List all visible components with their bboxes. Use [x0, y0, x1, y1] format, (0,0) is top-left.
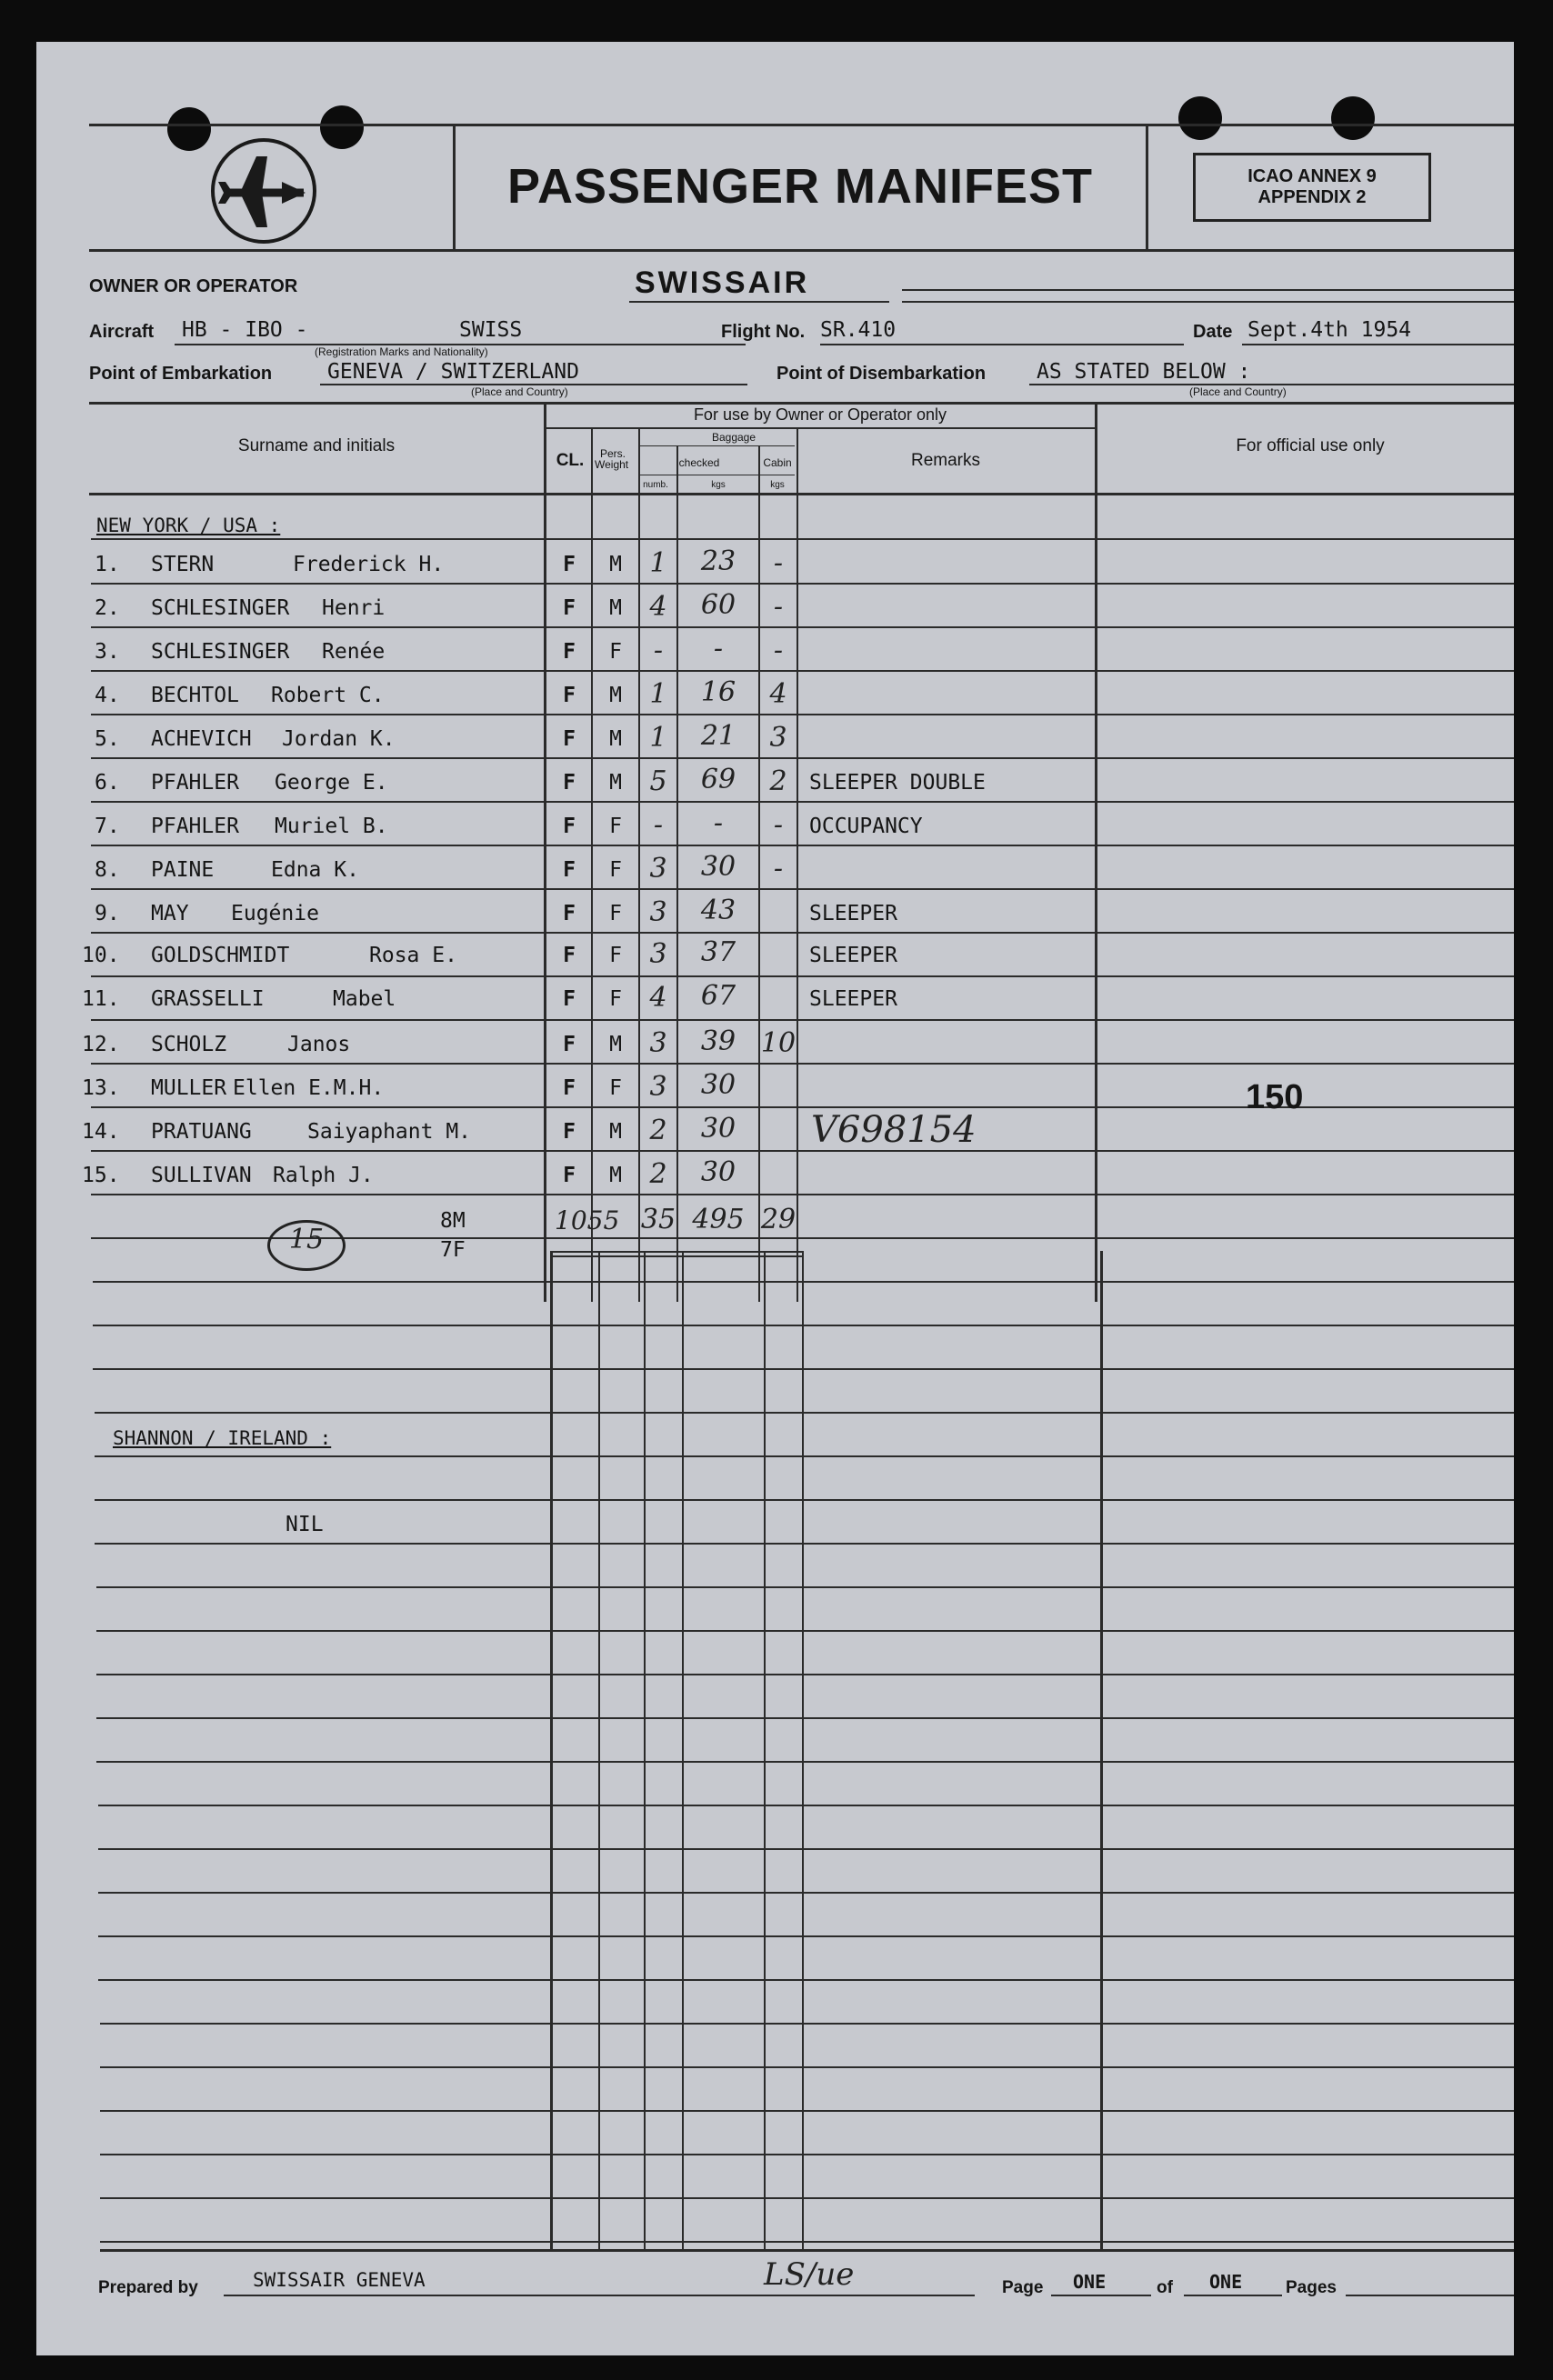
icao-box: [1193, 153, 1431, 222]
passenger-bags: -: [653, 635, 664, 666]
aircraft-registration: HB - IBO -: [182, 318, 308, 342]
passenger-kgs: 39: [700, 1025, 736, 1057]
passenger-cabin: 3: [769, 722, 787, 754]
passenger-surname: SCHOLZ: [151, 1033, 227, 1056]
passenger-kgs: 43: [700, 895, 736, 926]
passenger-sex: M: [609, 727, 622, 751]
passenger-no: 12.: [82, 1033, 120, 1056]
passenger-cabin: 2: [769, 765, 787, 797]
total-cabin: 29: [760, 1204, 797, 1235]
section-heading-new-york: NEW YORK / USA :: [96, 515, 281, 536]
passenger-surname: ACHEVICH: [151, 727, 252, 751]
total-count: 15: [288, 1224, 325, 1255]
passenger-bags: 4: [649, 982, 667, 1014]
passenger-row: [36, 676, 1514, 724]
col-cabin-kgs: kgs: [770, 480, 785, 490]
section-note-nil: NIL: [286, 1513, 324, 1536]
passenger-kgs: 37: [700, 936, 736, 968]
embarkation-label: Point of Embarkation: [89, 364, 273, 384]
col-weight: Weight: [595, 458, 629, 471]
passenger-remarks: SLEEPER: [809, 902, 897, 925]
passenger-class: F: [563, 1076, 576, 1100]
passenger-sex: M: [609, 553, 622, 576]
passenger-surname: MAY: [151, 902, 189, 925]
passenger-given: Frederick H.: [293, 553, 445, 576]
prepared-by-label: Prepared by: [98, 2278, 198, 2297]
embarkation-value: GENEVA / SWITZERLAND: [327, 360, 579, 384]
owner-label: OWNER OR OPERATOR: [89, 276, 298, 296]
passenger-row: [36, 764, 1514, 811]
prepared-by-value: SWISSAIR GENEVA: [253, 2269, 426, 2291]
passenger-class: F: [563, 684, 576, 707]
passenger-remarks: V698154: [811, 1109, 977, 1151]
passenger-given: George E.: [275, 771, 388, 795]
col-checked: checked: [678, 456, 720, 469]
passenger-class: F: [563, 771, 576, 795]
total-male: 8M: [440, 1209, 466, 1233]
passenger-row: [36, 1109, 1514, 1160]
passenger-class: F: [563, 1164, 576, 1187]
official-use-note: 150: [1246, 1078, 1304, 1116]
passenger-cabin: 10: [760, 1027, 797, 1059]
pages-label: Pages: [1286, 2278, 1337, 2297]
operator-initials: LS/ue: [764, 2256, 855, 2293]
passenger-bags: 2: [649, 1115, 667, 1146]
passenger-row: [36, 1156, 1514, 1204]
passenger-row: [36, 633, 1514, 680]
manifest-sheet: [36, 42, 1514, 2355]
passenger-kgs: 30: [700, 1113, 736, 1145]
col-cl: CL.: [556, 451, 585, 470]
passenger-row: [36, 720, 1514, 767]
passenger-kgs: -: [713, 807, 724, 839]
passenger-surname: PRATUANG: [151, 1120, 252, 1144]
passenger-no: 7.: [95, 815, 120, 838]
passenger-kgs: 30: [700, 1069, 736, 1101]
of-value: ONE: [1209, 2271, 1243, 2293]
passenger-given: Robert C.: [271, 684, 385, 707]
embarkation-note: (Place and Country): [471, 385, 568, 398]
passenger-class: F: [563, 727, 576, 751]
punch-hole: [167, 107, 211, 151]
passenger-surname: SULLIVAN: [151, 1164, 252, 1187]
passenger-row: [36, 851, 1514, 898]
passenger-remarks: SLEEPER: [809, 987, 897, 1011]
passenger-sex: M: [609, 771, 622, 795]
passenger-surname: SCHLESINGER: [151, 640, 290, 664]
passenger-row: [36, 589, 1514, 636]
passenger-given: Jordan K.: [282, 727, 396, 751]
passenger-row: [36, 980, 1514, 1027]
passenger-bags: 3: [649, 1027, 667, 1059]
date-label: Date: [1193, 322, 1233, 342]
passenger-class: F: [563, 1120, 576, 1144]
passenger-kgs: 21: [700, 720, 736, 752]
disembarkation-value: AS STATED BELOW :: [1037, 360, 1251, 384]
passenger-no: 5.: [95, 727, 120, 751]
col-official: For official use only: [1236, 436, 1385, 455]
passenger-no: 13.: [82, 1076, 120, 1100]
passenger-class: F: [563, 858, 576, 882]
total-kgs: 495: [692, 1204, 745, 1235]
passenger-kgs: 67: [700, 980, 736, 1012]
col-remarks: Remarks: [910, 451, 980, 470]
passenger-no: 2.: [95, 596, 120, 620]
aircraft-nationality: SWISS: [459, 318, 523, 342]
passenger-class: F: [563, 553, 576, 576]
aircraft-note: (Registration Marks and Nationality): [315, 345, 488, 358]
passenger-class: F: [563, 640, 576, 664]
col-numb: numb.: [643, 480, 668, 490]
of-label: of: [1157, 2278, 1173, 2297]
passenger-bags: -: [653, 809, 664, 841]
aircraft-label: Aircraft: [89, 322, 155, 342]
passenger-cabin: -: [773, 547, 784, 579]
passenger-cabin: -: [773, 853, 784, 885]
passenger-given: Renée: [322, 640, 386, 664]
owner-value: SWISSAIR: [635, 265, 810, 300]
passenger-kgs: -: [713, 633, 724, 665]
passenger-sex: F: [609, 640, 622, 664]
passenger-surname: BECHTOL: [151, 684, 239, 707]
passenger-remarks: OCCUPANCY: [809, 815, 923, 838]
passenger-bags: 2: [649, 1158, 667, 1190]
passenger-bags: 3: [649, 853, 667, 885]
passenger-surname: GRASSELLI: [151, 987, 265, 1011]
col-pers: Pers.: [600, 447, 626, 460]
passenger-no: 9.: [95, 902, 120, 925]
passenger-kgs: 30: [700, 1156, 736, 1188]
passenger-sex: M: [609, 1164, 622, 1187]
passenger-bags: 5: [649, 765, 667, 797]
passenger-no: 4.: [95, 684, 120, 707]
total-bags: 35: [640, 1204, 676, 1235]
passenger-class: F: [563, 944, 576, 967]
passenger-remarks: SLEEPER DOUBLE: [809, 771, 986, 795]
passenger-cabin: -: [773, 809, 784, 841]
passenger-given: Ralph J.: [273, 1164, 374, 1187]
passenger-given: Muriel B.: [275, 815, 388, 838]
passenger-class: F: [563, 1033, 576, 1056]
passenger-class: F: [563, 987, 576, 1011]
passenger-kgs: 23: [700, 545, 736, 577]
passenger-surname: MULLER: [151, 1076, 227, 1100]
passenger-class: F: [563, 902, 576, 925]
passenger-given: Janos: [287, 1033, 351, 1056]
passenger-row: [36, 895, 1514, 942]
passenger-sex: M: [609, 596, 622, 620]
passenger-no: 14.: [82, 1120, 120, 1144]
airplane-logo-icon: [209, 136, 318, 245]
passenger-remarks: SLEEPER: [809, 944, 897, 967]
passenger-kgs: 30: [700, 851, 736, 883]
passenger-cabin: 4: [769, 678, 787, 710]
passenger-given: Edna K.: [271, 858, 359, 882]
punch-hole: [1178, 96, 1222, 140]
passenger-bags: 4: [649, 591, 667, 623]
passenger-kgs: 60: [700, 589, 736, 621]
passenger-sex: M: [609, 1120, 622, 1144]
flight-label: Flight No.: [721, 322, 806, 342]
passenger-surname: PFAHLER: [151, 771, 239, 795]
section-heading-shannon: SHANNON / IRELAND :: [113, 1427, 332, 1449]
passenger-surname: STERN: [151, 553, 215, 576]
passenger-surname: SCHLESINGER: [151, 596, 290, 620]
passenger-bags: 1: [649, 547, 667, 579]
punch-hole: [1331, 96, 1375, 140]
passenger-sex: F: [609, 815, 622, 838]
passenger-surname: GOLDSCHMIDT: [151, 944, 290, 967]
passenger-class: F: [563, 596, 576, 620]
passenger-no: 1.: [95, 553, 120, 576]
passenger-given: Saiyaphant M.: [307, 1120, 472, 1144]
passenger-bags: 1: [649, 678, 667, 710]
passenger-bags: 3: [649, 1071, 667, 1103]
passenger-sex: F: [609, 858, 622, 882]
flight-number: SR.410: [820, 318, 897, 342]
passenger-row: [36, 807, 1514, 855]
passenger-sex: M: [609, 1033, 622, 1056]
passenger-sex: F: [609, 902, 622, 925]
passenger-no: 6.: [95, 771, 120, 795]
punch-hole: [320, 105, 364, 149]
col-baggage: Baggage: [711, 431, 756, 444]
passenger-kgs: 69: [700, 764, 736, 795]
passenger-bags: 3: [649, 896, 667, 928]
passenger-row: [36, 545, 1514, 593]
passenger-surname: PFAHLER: [151, 815, 239, 838]
passenger-sex: M: [609, 684, 622, 707]
passenger-class: F: [563, 815, 576, 838]
passenger-surname: PAINE: [151, 858, 215, 882]
passenger-given: Mabel: [333, 987, 396, 1011]
col-cabin: Cabin: [763, 456, 792, 469]
passenger-no: 10.: [82, 944, 120, 967]
passenger-no: 3.: [95, 640, 120, 664]
col-surname: Surname and initials: [237, 436, 396, 455]
passenger-bags: 1: [649, 722, 667, 754]
passenger-no: 15.: [82, 1164, 120, 1187]
passenger-sex: F: [609, 1076, 622, 1100]
col-kgs: kgs: [711, 480, 726, 490]
passenger-row: [36, 936, 1514, 984]
passenger-cabin: -: [773, 591, 784, 623]
col-owner-only: For use by Owner or Operator only: [693, 405, 947, 424]
passenger-no: 8.: [95, 858, 120, 882]
passenger-cabin: -: [773, 635, 784, 666]
icao-line-1: ICAO ANNEX 9: [1247, 166, 1377, 186]
date-value: Sept.4th 1954: [1247, 318, 1412, 342]
passenger-row: [36, 1025, 1514, 1073]
passenger-given: Henri: [322, 596, 386, 620]
passenger-no: 11.: [82, 987, 120, 1011]
disembarkation-label: Point of Disembarkation: [776, 364, 987, 384]
passenger-given: Eugénie: [231, 902, 319, 925]
icao-line-2: APPENDIX 2: [1257, 187, 1367, 207]
page-value: ONE: [1073, 2271, 1107, 2293]
total-female: 7F: [440, 1238, 466, 1262]
total-class-weight: 1055: [555, 1205, 620, 1235]
page-label: Page: [1002, 2278, 1044, 2297]
passenger-given: Ellen E.M.H.: [233, 1076, 385, 1100]
passenger-given: Rosa E.: [369, 944, 457, 967]
form-title: PASSENGER MANIFEST: [506, 159, 1094, 214]
passenger-bags: 3: [649, 938, 667, 970]
disembarkation-note: (Place and Country): [1189, 385, 1287, 398]
passenger-sex: F: [609, 944, 622, 967]
passenger-sex: F: [609, 987, 622, 1011]
passenger-kgs: 16: [700, 676, 736, 708]
